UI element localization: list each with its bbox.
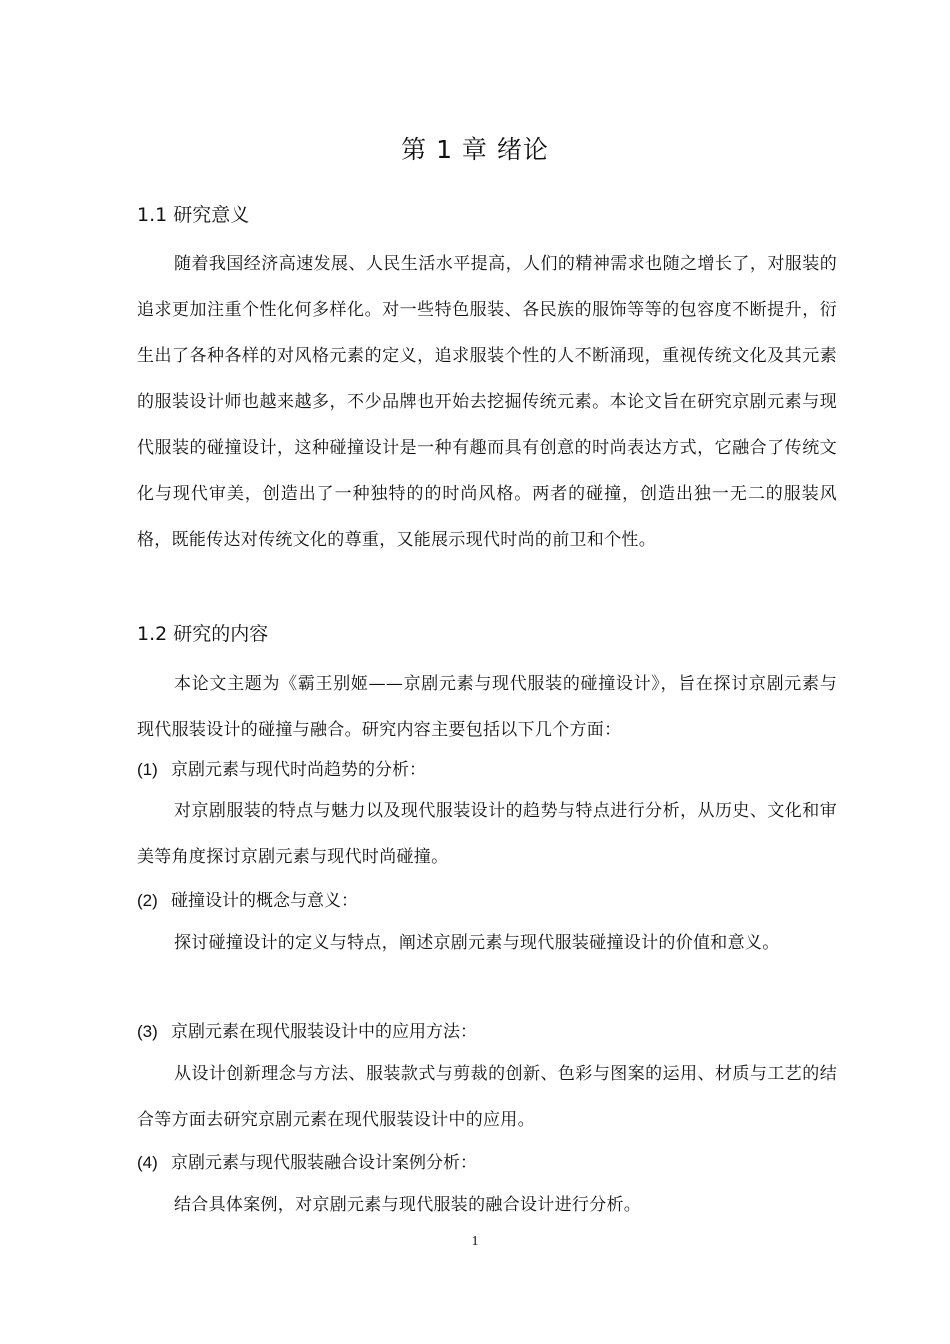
list-item-4 xyxy=(137,1150,477,1176)
list-item-body: 探讨碰撞设计的定义与特点，阐述京剧元素与现代服装碰撞设计的价值和意义。 xyxy=(174,933,780,953)
paragraph-research-content: 本论文主题为《霸王别姬——京剧元素与现代服装的碰撞设计》，旨在探讨京剧元素与现代服装设计的碰撞与融合。研究内容主要包括以下几个方面： xyxy=(137,674,837,740)
page-number: 1 xyxy=(471,1234,479,1249)
list-item-3 xyxy=(137,1019,477,1045)
list-item-2 xyxy=(137,888,358,914)
list-item-title: 京剧元素与现代时尚趋势的分析： xyxy=(171,760,426,780)
list-item-title: 京剧元素与现代服装融合设计案例分析： xyxy=(171,1153,477,1173)
list-item-title: 碰撞设计的概念与意义： xyxy=(171,891,358,911)
list-item-number: (4) xyxy=(137,1153,158,1172)
list-item-body: 从设计创新理念与方法、服装款式与剪裁的创新、色彩与图案的运用、材质与工艺的结合等方面去研究京剧元素在现代服装设计中的应用。 xyxy=(137,1064,837,1130)
list-item-body: 结合具体案例，对京剧元素与现代服装的融合设计进行分析。 xyxy=(174,1195,642,1215)
chapter-title: 第 1 章 绪论 xyxy=(401,135,549,164)
section-heading-1-1: 1.1 研究意义 xyxy=(137,204,250,226)
list-item-1 xyxy=(137,757,426,783)
list-item-title: 京剧元素在现代服装设计中的应用方法： xyxy=(171,1022,477,1042)
list-item-body: 对京剧服装的特点与魅力以及现代服装设计的趋势与特点进行分析，从历史、文化和审美等角度探讨京剧元素与现代时尚碰撞。 xyxy=(137,801,837,867)
list-item-number: (2) xyxy=(137,891,158,910)
paragraph-research-significance: 随着我国经济高速发展、人民生活水平提高，人们的精神需求也随之增长了，对服装的追求更加注重个性化何多样化。对一些特色服装、各民族的服饰等等的包容度不断提升，衍生出了各种各样的对风格元素的定义，追求服装个性的人不断涌现，重视传统文化及其元素的服装设计师也越来越多，不少品牌也开始去挖掘传统元素。本论文旨在研究京剧元素与现代服装的碰撞设计，这种碰撞设计是一种有趣而具有创意的时尚表达方式，它融合了传统文化与现代审美，创造出了一种独特的的时尚风格。两者的碰撞，创造出独一无二的服装风格，既能传达对传统文化的尊重，又能展示现代时尚的前卫和个性。 xyxy=(137,254,837,550)
section-heading-1-2: 1.2 研究的内容 xyxy=(137,623,269,645)
list-item-number: (1) xyxy=(137,760,158,779)
list-item-number: (3) xyxy=(137,1022,158,1041)
